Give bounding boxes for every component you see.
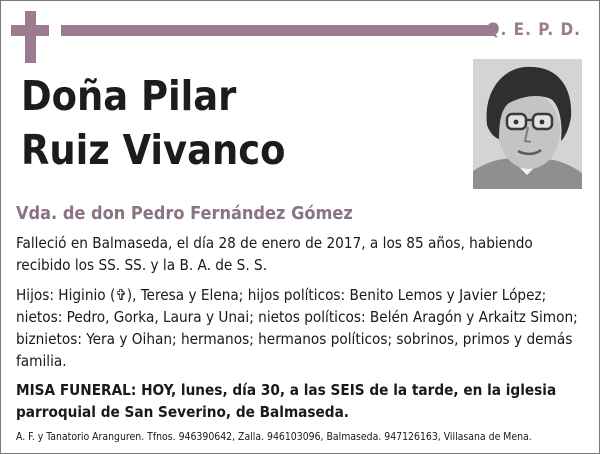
header-rule [61, 25, 496, 36]
portrait-photo [473, 59, 582, 189]
deceased-name [21, 69, 285, 177]
funeral-home-footer: A. F. y Tanatorio Aranguren. Tfnos. 946390642, Zalla. 946103096, Balmaseda. 947126163, Villasana de Mena. [16, 431, 532, 443]
cross-mark-icon: ✞ [115, 286, 127, 304]
family-text-part-2: ), Teresa y Elena; hijos políticos: Benito Lemos y Javier López; nietos: Pedro, Gorka, Laura y Unai; nietos políticos: Belén Aragón y Arkaitz Simon; biznietos: Yera y Oihan; hermanos; hermanos políticos; sobrinos, primos y demás familia. [16, 286, 578, 370]
qepd-label: Q. E. P. D. [486, 20, 581, 40]
name-line-1: Doña Pilar [21, 72, 237, 120]
cross-icon [11, 11, 49, 63]
name-line-2: Ruiz Vivanco [21, 126, 286, 174]
death-notice: Falleció en Balmaseda, el día 28 de enero de 2017, a los 85 años, habiendo recibido los SS. SS. y la B. A. de S. S. [16, 234, 533, 274]
widow-of-line: Vda. de don Pedro Fernández Gómez [16, 203, 353, 224]
family-text-part-1: Hijos: Higinio ( [16, 286, 116, 304]
funeral-mass-notice: MISA FUNERAL: HOY, lunes, día 30, a las SEIS de la tarde, en la iglesia parroquial de San Severino, de Balmaseda. [16, 381, 557, 421]
family-list [16, 284, 581, 372]
